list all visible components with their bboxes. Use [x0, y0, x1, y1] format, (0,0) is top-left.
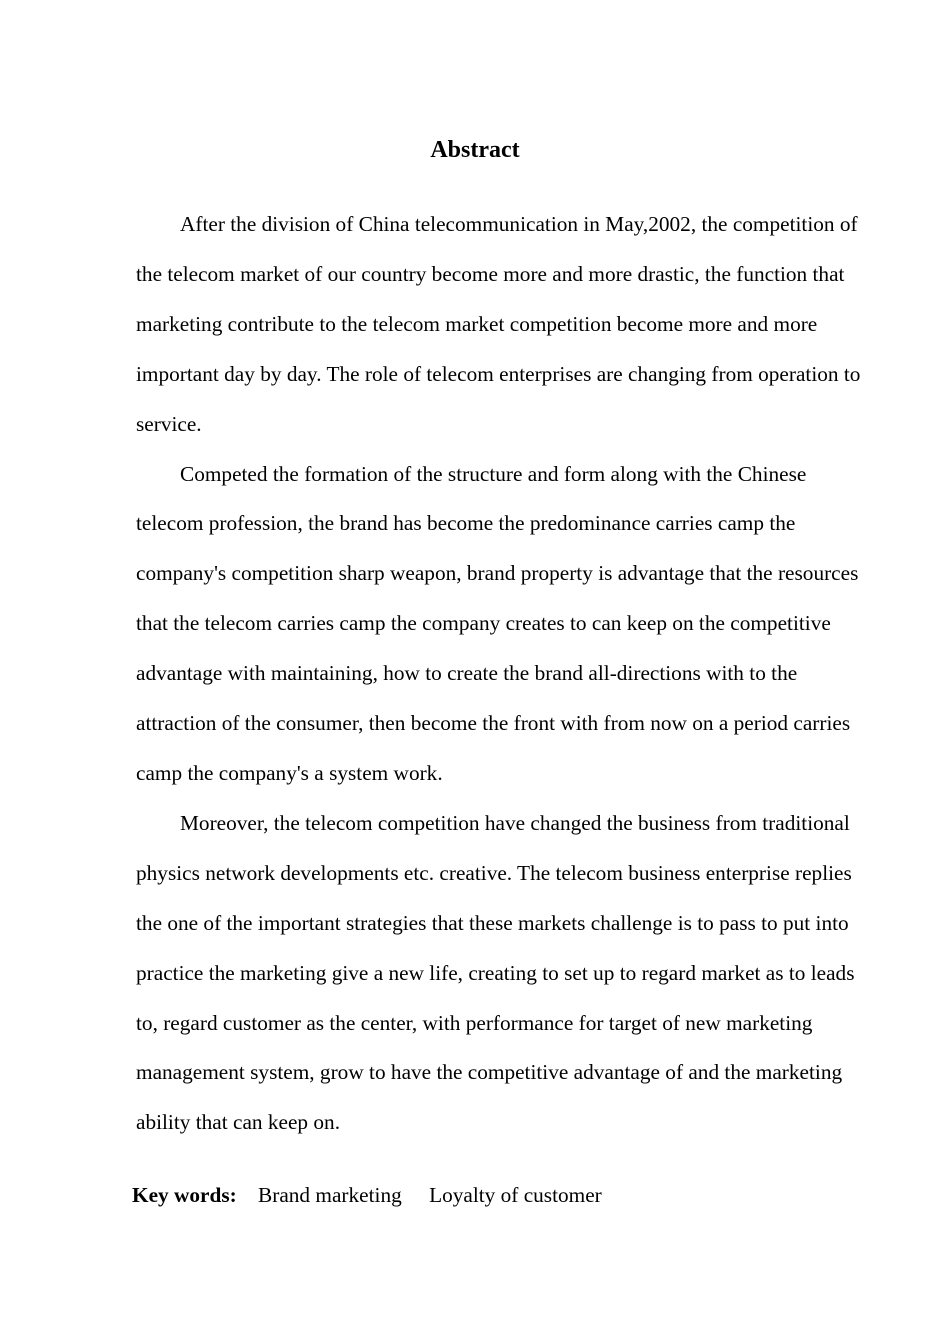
keyword-item: Brand marketing [258, 1183, 402, 1207]
keywords-label: Key words: [132, 1183, 237, 1207]
keyword-item: Loyalty of customer [429, 1183, 602, 1207]
paragraph-1: After the division of China telecommunication in May,2002, the competition of the telecom market of our country become more and more drastic, the function that marketing contribute to the telecom market competition become more and more important day by day. The role of telecom enterprises are changing from operation to service. [136, 212, 861, 436]
abstract-body [136, 200, 864, 1148]
page-title: Abstract [430, 137, 520, 163]
keywords-line [132, 1180, 624, 1210]
paragraph-2: Competed the formation of the structure and form along with the Chinese telecom profession, the brand has become the predominance carries camp the company's competition sharp weapon, brand property is advantage that the resources that the telecom carries camp the company creates to can keep on the competitive advantage with maintaining, how to create the brand all-directions with to the attraction of the consumer, then become the front with from now on a period carries camp the company's a system work. [136, 461, 859, 785]
paragraph-3: Moreover, the telecom competition have changed the business from traditional physics network developments etc. creative. The telecom business enterprise replies the one of the important strategies that these markets challenge is to pass to put into practice the marketing give a new life, creating to set up to regard market as to leads to, regard customer as the center, with performance for target of new marketing management system, grow to have the competitive advantage of and the marketing ability that can keep on. [136, 810, 855, 1135]
